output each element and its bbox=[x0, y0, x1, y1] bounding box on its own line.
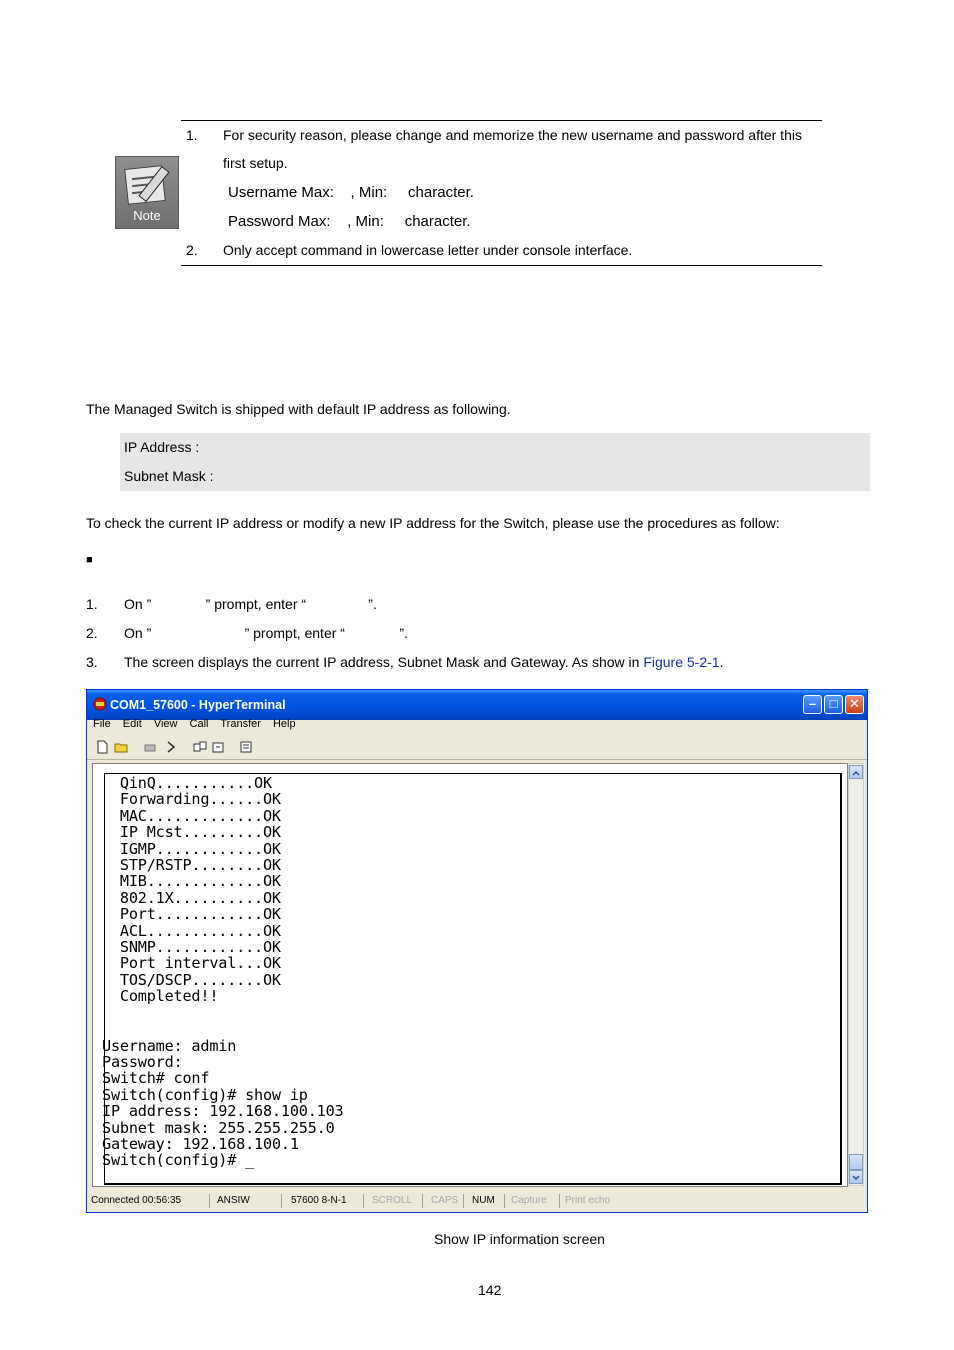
bullet-square-icon: ■ bbox=[86, 554, 93, 566]
close-button[interactable] bbox=[845, 695, 864, 714]
hyperterminal-app-icon bbox=[93, 697, 107, 711]
scroll-thumb[interactable] bbox=[849, 1154, 863, 1170]
terminal-output: QinQ...........OK Forwarding......OK MAC.............OK IP Mcst.........OK IGMP............OK STP/RSTP........OK MIB.............OK 802.1X..........OK Port............OK ACL.............OK SNMP............OK Port interval...OK TOS/DSCP........OK Completed!! Username: admin Password: Switch# conf Switch(config)# show ip IP address: 192.168.100.103 Subnet mask: 255.255.255.0 Gateway: 192.168.100.1 Switch(config)# _ bbox=[102, 774, 344, 1170]
send-icon[interactable] bbox=[193, 740, 207, 754]
note-item2-number: 2. bbox=[186, 242, 198, 258]
chevron-down-icon bbox=[850, 1172, 862, 1184]
step3-text: The screen displays the current IP address, Subnet Mask and Gateway. As show in bbox=[124, 654, 644, 670]
step3-paragraph bbox=[124, 654, 723, 670]
note-username-limits: Username Max: , Min: character. bbox=[228, 184, 474, 201]
status-scroll: SCROLL bbox=[372, 1194, 423, 1208]
window-title: COM1_57600 - HyperTerminal bbox=[110, 698, 286, 712]
figure-caption: Show IP information screen bbox=[434, 1231, 605, 1247]
step2-text: On ” ” prompt, enter “ ”. bbox=[124, 625, 408, 641]
subnet-mask-label: Subnet Mask : bbox=[124, 468, 214, 484]
menu-file[interactable]: File bbox=[93, 718, 111, 730]
hyperterminal-window bbox=[86, 689, 868, 1213]
step3-number: 3. bbox=[86, 654, 98, 670]
check-paragraph: To check the current IP address or modify a new IP address for the Switch, please use the procedures as follow: bbox=[86, 515, 780, 531]
step1-number: 1. bbox=[86, 596, 98, 612]
disconnect-icon[interactable] bbox=[164, 740, 178, 754]
intro-paragraph: The Managed Switch is shipped with default IP address as following. bbox=[86, 401, 511, 417]
menu-help[interactable]: Help bbox=[272, 718, 296, 730]
status-port-settings: 57600 8-N-1 bbox=[291, 1194, 364, 1208]
note-icon-label: Note bbox=[133, 208, 161, 223]
step2-number: 2. bbox=[86, 625, 98, 641]
figure-link[interactable]: Figure 5-2-1 bbox=[643, 654, 720, 670]
maximize-button[interactable] bbox=[824, 695, 843, 714]
menu-transfer[interactable]: Transfer bbox=[220, 718, 261, 730]
status-num: NUM bbox=[472, 1194, 505, 1208]
menu-edit[interactable]: Edit bbox=[122, 718, 142, 730]
close-icon: ✕ bbox=[849, 696, 860, 711]
scroll-up-button[interactable] bbox=[849, 765, 863, 779]
note-top-rule bbox=[181, 120, 822, 121]
scroll-down-button[interactable] bbox=[849, 1170, 863, 1184]
status-caps: CAPS bbox=[431, 1194, 464, 1208]
menu-bar bbox=[93, 718, 305, 736]
step3-end: . bbox=[719, 654, 724, 670]
minimize-button[interactable] bbox=[803, 695, 822, 714]
status-bar bbox=[87, 1191, 867, 1211]
note-item2-text: Only accept command in lowercase letter under console interface. bbox=[223, 242, 633, 258]
status-capture: Capture bbox=[511, 1194, 560, 1208]
status-emulation: ANSIW bbox=[217, 1194, 282, 1208]
properties-icon[interactable] bbox=[239, 740, 253, 754]
note-item1-text: For security reason, please change and memorize the new username and password after this bbox=[223, 127, 802, 143]
menu-view[interactable]: View bbox=[153, 718, 178, 730]
chevron-up-icon bbox=[850, 767, 862, 779]
note-bottom-rule bbox=[181, 265, 822, 266]
menu-call[interactable]: Call bbox=[189, 718, 209, 730]
default-ip-box bbox=[120, 433, 870, 491]
new-file-icon[interactable] bbox=[95, 740, 109, 754]
note-item1-number: 1. bbox=[186, 127, 198, 143]
status-connected: Connected 00:56:35 bbox=[91, 1194, 210, 1208]
page-number: 142 bbox=[478, 1282, 502, 1298]
toolbar bbox=[87, 737, 867, 760]
step1-text: On ” ” prompt, enter “ ”. bbox=[124, 596, 377, 612]
minimize-icon: – bbox=[808, 696, 817, 711]
maximize-icon: □ bbox=[829, 696, 838, 711]
vertical-scrollbar[interactable] bbox=[848, 763, 864, 1186]
note-password-limits: Password Max: , Min: character. bbox=[228, 213, 471, 230]
title-bar[interactable] bbox=[87, 690, 867, 720]
status-print-echo: Print echo bbox=[565, 1195, 611, 1206]
note-icon bbox=[115, 156, 179, 229]
ip-address-label: IP Address : bbox=[124, 439, 200, 455]
open-folder-icon[interactable] bbox=[114, 740, 128, 754]
note-item1-continued: first setup. bbox=[223, 155, 288, 171]
connect-icon[interactable] bbox=[143, 740, 157, 754]
receive-icon[interactable] bbox=[211, 740, 225, 754]
